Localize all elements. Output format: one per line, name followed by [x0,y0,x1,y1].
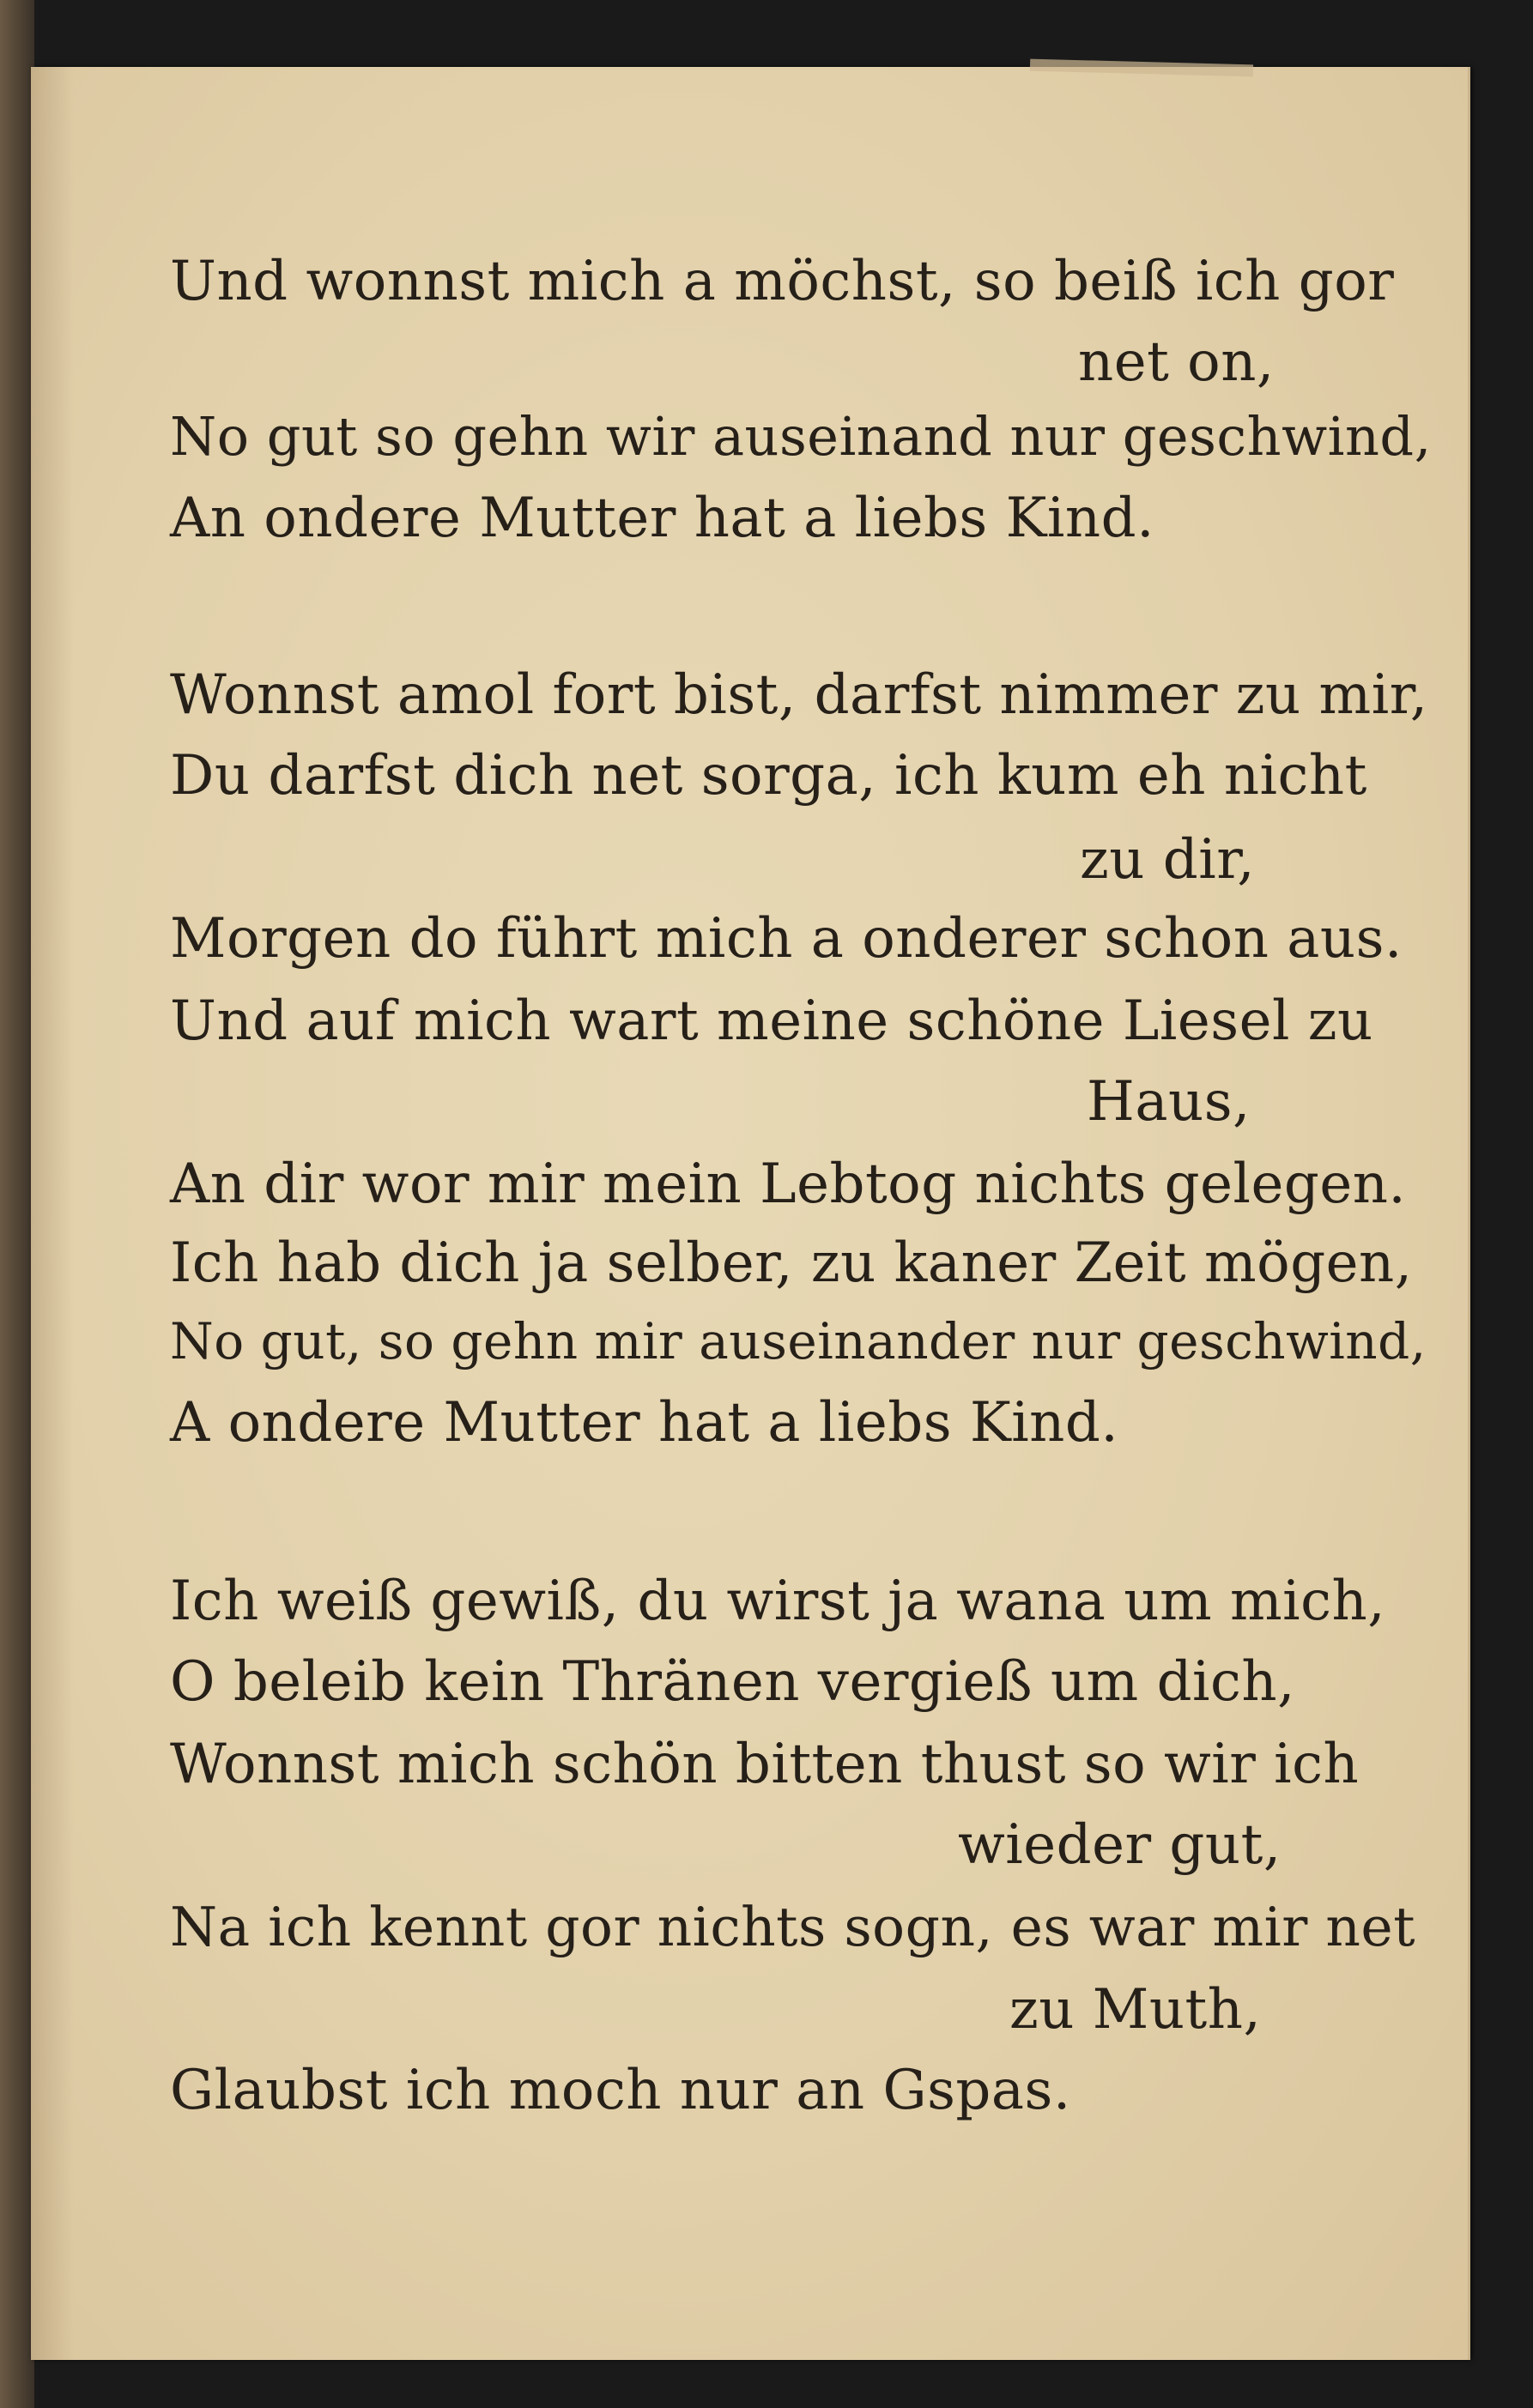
left-page-edge [0,0,34,2408]
stanza-1-line-3: No gut so gehn wir auseinand nur geschwind, [170,405,1432,468]
stanza-3-line-1: Ich weiß gewiß, du wirst ja wana um mich, [170,1570,1386,1633]
torn-corner [1030,59,1253,77]
stanza-1-line-4: An ondere Mutter hat a liebs Kind. [170,487,1154,550]
book-page [31,67,1470,2360]
stanza-3-line-6: zu Muth, [1009,1978,1262,2042]
stanza-2-line-9: No gut, so gehn mir auseinander nur geschwind, [170,1312,1427,1370]
stanza-2-line-5: Und auf mich wart meine schöne Liesel zu [170,989,1373,1053]
stanza-3-line-3: Wonnst mich schön bitten thust so wir ich [170,1733,1360,1796]
stanza-2-line-4: Morgen do führt mich a onderer schon aus. [170,907,1403,971]
stanza-2-line-3: zu dir, [1080,828,1256,892]
stanza-2-line-6: Haus, [1087,1070,1251,1134]
stanza-2-line-10: A ondere Mutter hat a liebs Kind. [170,1391,1119,1455]
stanza-2-line-2: Du darfst dich net sorga, ich kum eh nicht [170,744,1367,808]
stanza-3-line-7: Glaubst ich moch nur an Gspas. [170,2059,1071,2122]
stanza-1-line-1: Und wonnst mich a möchst, so beiß ich gor [170,250,1395,313]
stanza-2-line-7: An dir wor mir mein Lebtog nichts gelegen. [170,1153,1407,1216]
stanza-2-line-8: Ich hab dich ja selber, zu kaner Zeit mögen, [170,1231,1413,1295]
stanza-3-line-5: Na ich kennt gor nichts sogn, es war mir net [170,1896,1416,1958]
stanza-3-line-4: wieder gut, [958,1813,1282,1877]
stanza-1-line-2: net on, [1078,330,1275,394]
stanza-3-line-2: O beleib kein Thränen vergieß um dich, [170,1650,1295,1714]
stanza-2-line-1: Wonnst amol fort bist, darfst nimmer zu mir, [170,663,1428,727]
